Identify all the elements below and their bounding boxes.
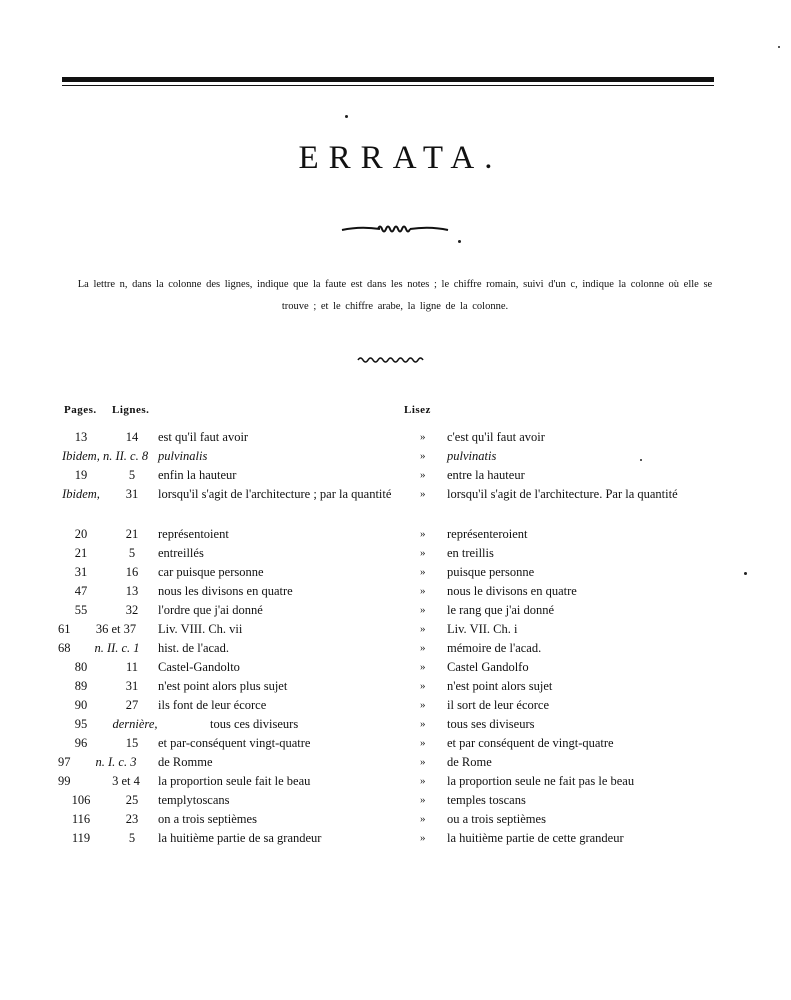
error-text: ils font de leur écorce: [158, 698, 267, 712]
correction-text: c'est qu'il faut avoir: [447, 430, 545, 444]
scan-speck: [345, 115, 348, 118]
correction-text: en treillis: [447, 546, 494, 560]
errata-row: [0, 677, 791, 696]
page-number: 96: [74, 736, 88, 750]
quote-mark: »: [420, 699, 426, 711]
line-number: 14: [125, 430, 139, 444]
line-number: n. II. c. 1: [94, 641, 140, 655]
errata-row: [0, 715, 791, 734]
correction-text: temples toscans: [447, 793, 526, 807]
line-number: 32: [125, 603, 139, 617]
error-text: hist. de l'acad.: [158, 641, 229, 655]
error-text: entreillés: [158, 546, 204, 560]
page-number: 119: [71, 831, 91, 845]
quote-mark: »: [420, 794, 426, 806]
errata-row: [0, 658, 791, 677]
page-number: Ibidem,: [62, 487, 100, 501]
errata-row: [0, 485, 791, 525]
correction-text: la huitième partie de cette grandeur: [447, 831, 624, 845]
intro-line-2: trouve ; et le chiffre arabe, la ligne de la colonne.: [281, 301, 509, 312]
error-text: pulvinalis: [158, 449, 208, 463]
error-text: nous les divisons en quatre: [158, 584, 293, 598]
line-number: 5: [128, 831, 136, 845]
page-number: 106: [71, 793, 91, 807]
quote-mark: »: [420, 585, 426, 597]
correction-text: et par conséquent de vingt-quatre: [447, 736, 614, 750]
line-number: 13: [125, 584, 139, 598]
quote-mark: »: [420, 737, 426, 749]
errata-row: [0, 829, 791, 848]
correction-text: Liv. VII. Ch. i: [447, 622, 518, 636]
quote-mark: »: [420, 680, 426, 692]
intro-line-1: La lettre n, dans la colonne des lignes, indique que la faute est dans les notes ; le chiffre romain, suivi d'un c, indique la colonne où elle se: [77, 279, 713, 290]
quote-mark: »: [420, 623, 426, 635]
intro-note: [50, 274, 740, 318]
page-number: 116: [71, 812, 91, 826]
error-text: Castel-Gandolto: [158, 660, 240, 674]
error-text: tous ces diviseurs: [210, 717, 299, 731]
quote-mark: »: [420, 547, 426, 559]
page-number: 61: [58, 622, 71, 636]
line-number: dernière,: [112, 717, 158, 731]
errata-row: [0, 447, 791, 466]
page-number: 47: [74, 584, 88, 598]
quote-mark: »: [420, 756, 426, 768]
header-lines: Lignes.: [112, 404, 150, 416]
page-number: 68: [58, 641, 71, 655]
errata-row: [0, 753, 791, 772]
errata-row: [0, 601, 791, 620]
page-reference: Ibidem, n. II. c. 8: [62, 449, 149, 463]
table-header: [0, 404, 791, 420]
scan-speck: [458, 240, 461, 243]
errata-row: [0, 639, 791, 658]
quote-mark: »: [420, 431, 426, 443]
top-rule-thin: [62, 85, 714, 86]
line-number: 25: [125, 793, 139, 807]
correction-text: ou a trois septièmes: [447, 812, 546, 826]
correction-text: de Rome: [447, 755, 492, 769]
correction-text: tous ses diviseurs: [447, 717, 535, 731]
error-text: Liv. VIII. Ch. vii: [158, 622, 243, 636]
error-text: l'ordre que j'ai donné: [158, 603, 263, 617]
correction-text: nous le divisons en quatre: [447, 584, 577, 598]
errata-row: [0, 696, 791, 715]
error-text: enfin la hauteur: [158, 468, 237, 482]
header-pages: Pages.: [64, 404, 97, 416]
quote-mark: »: [420, 469, 426, 481]
correction-text: Castel Gandolfo: [447, 660, 529, 674]
error-text: la huitième partie de sa grandeur: [158, 831, 322, 845]
line-number: 36 et 37: [95, 622, 137, 636]
line-number: 3 et 4: [112, 774, 140, 788]
error-text: lorsqu'il s'agit de l'architecture ; par la quantité: [158, 487, 392, 501]
correction-text: entre la hauteur: [447, 468, 525, 482]
errata-row: [0, 466, 791, 485]
correction-text: n'est point alors sujet: [447, 679, 553, 693]
page-number: 20: [74, 527, 88, 541]
correction-text: puisque personne: [447, 565, 535, 579]
errata-row: [0, 620, 791, 639]
correction-text: lorsqu'il s'agit de l'architecture. Par la quantité: [447, 487, 678, 501]
error-text: la proportion seule fait le beau: [158, 774, 311, 788]
line-number: 21: [125, 527, 139, 541]
errata-table: [0, 428, 791, 848]
errata-row: [0, 734, 791, 753]
error-text: de Romme: [158, 755, 213, 769]
quote-mark: »: [420, 661, 426, 673]
small-ornament: [356, 355, 426, 365]
quote-mark: »: [420, 604, 426, 616]
page-number: 55: [74, 603, 88, 617]
line-number: 27: [125, 698, 139, 712]
page-number: 31: [74, 565, 88, 579]
page-number: 89: [74, 679, 88, 693]
errata-row: [0, 544, 791, 563]
page-number: 95: [74, 717, 88, 731]
quote-mark: »: [420, 813, 426, 825]
page-number: 80: [74, 660, 88, 674]
error-text: représentoient: [158, 527, 229, 541]
quote-mark: »: [420, 450, 426, 462]
page-number: 99: [58, 774, 71, 788]
correction-text: mémoire de l'acad.: [447, 641, 542, 655]
error-text: templytoscans: [158, 793, 230, 807]
line-number: n. I. c. 3: [95, 755, 137, 769]
correction-text: il sort de leur écorce: [447, 698, 550, 712]
page-title: ERRATA.: [298, 140, 503, 176]
error-text: on a trois septièmes: [158, 812, 257, 826]
correction-text: la proportion seule ne fait pas le beau: [447, 774, 635, 788]
line-number: 16: [125, 565, 139, 579]
page-number: 19: [74, 468, 88, 482]
correction-text: représenteroient: [447, 527, 528, 541]
errata-row: [0, 563, 791, 582]
quote-mark: »: [420, 775, 426, 787]
quote-mark: »: [420, 718, 426, 730]
header-read: Lisez: [404, 404, 431, 416]
errata-row: [0, 810, 791, 829]
top-rule-thick: [62, 77, 714, 82]
correction-text: pulvinatis: [447, 449, 497, 463]
errata-row: [0, 582, 791, 601]
page-number: 21: [74, 546, 88, 560]
line-number: 15: [125, 736, 139, 750]
correction-text: le rang que j'ai donné: [447, 603, 555, 617]
line-number: 5: [128, 468, 136, 482]
quote-mark: »: [420, 832, 426, 844]
scan-speck: [778, 46, 780, 48]
errata-row: [0, 772, 791, 791]
page-number: 97: [58, 755, 71, 769]
error-text: n'est point alors plus sujet: [158, 679, 288, 693]
scan-speck: [640, 459, 642, 461]
error-text: car puisque personne: [158, 565, 264, 579]
quote-mark: »: [420, 566, 426, 578]
page-number: 13: [74, 430, 88, 444]
quote-mark: »: [420, 488, 426, 500]
errata-row: [0, 428, 791, 447]
line-number: 23: [125, 812, 139, 826]
ornament-divider: [340, 222, 450, 236]
line-number: 5: [128, 546, 136, 560]
error-text: et par-conséquent vingt-quatre: [158, 736, 311, 750]
errata-row: [0, 791, 791, 810]
page-number: 90: [74, 698, 88, 712]
error-text: est qu'il faut avoir: [158, 430, 249, 444]
line-number: 31: [125, 487, 139, 501]
quote-mark: »: [420, 642, 426, 654]
line-number: 11: [125, 660, 139, 674]
quote-mark: »: [420, 528, 426, 540]
errata-row: [0, 525, 791, 544]
line-number: 31: [125, 679, 139, 693]
scan-speck: [744, 572, 747, 575]
